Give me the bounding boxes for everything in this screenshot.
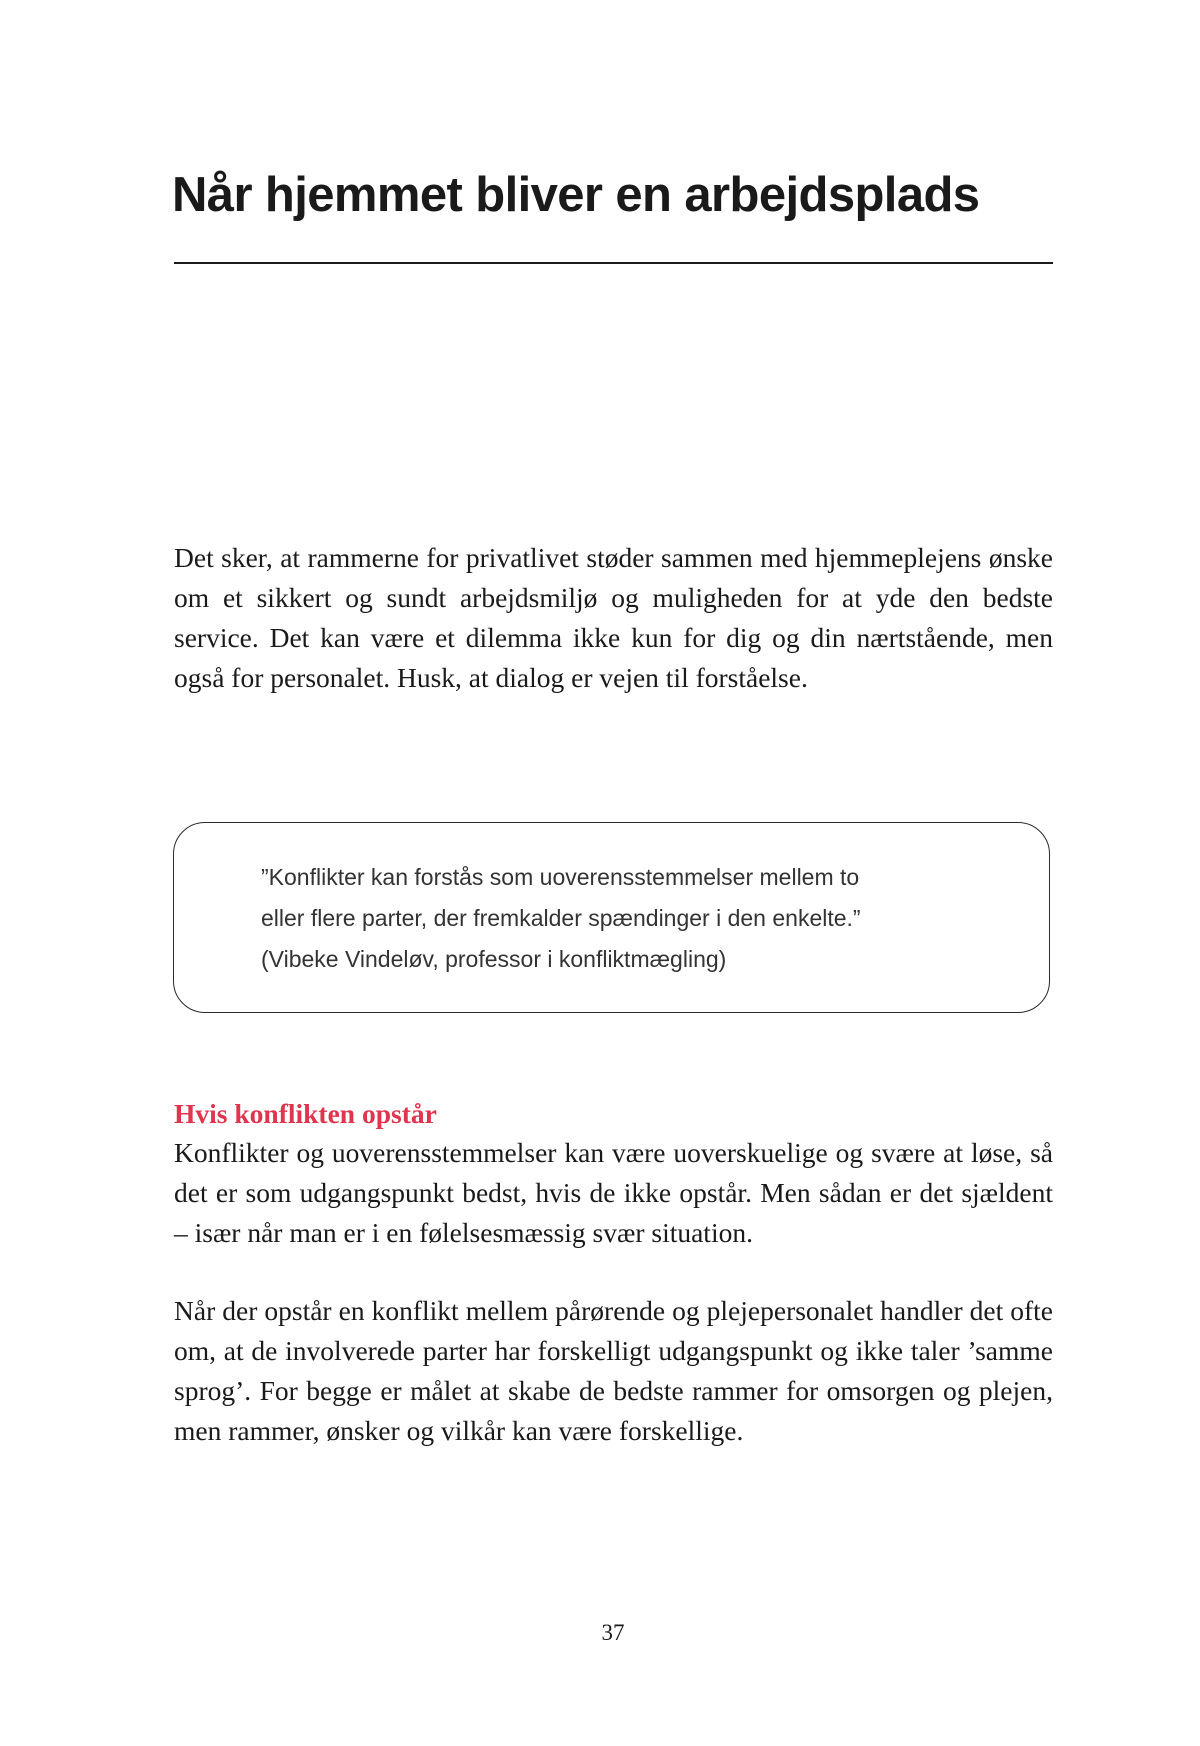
- page-number: 37: [601, 1620, 625, 1645]
- page-title: Når hjemmet bliver en arbejdsplads: [172, 168, 980, 222]
- intro-paragraph: Det sker, at rammerne for privatlivet støder sammen med hjemmeplejens ønske om et sikkert og sundt arbejdsmiljø og muligheden for at yde den bedste service. Det kan være et dilemma ikke kun for dig og din nærtstående, men også for personalet. Husk, at dialog er vejen til forståelse.: [174, 542, 1053, 693]
- section-paragraph-1: Konflikter og uoverensstemmelser kan være uoverskuelige og svære at løse, så det er som udgangspunkt bedst, hvis de ikke opstår. Men sådan er det sjældent – især når man er i en følelsesmæssig svær situation.: [174, 1137, 1053, 1248]
- quote-line-1: ”Konflikter kan forstås som uoverensstemmelser mellem to: [261, 864, 860, 890]
- section-paragraph-2: Når der opstår en konflikt mellem pårørende og plejepersonalet handler det ofte om, at de involverede parter har forskelligt udgangspunkt og ikke taler ’samme sprog’. For begge er målet at skabe de bedste rammer for omsorgen og plejen, men rammer, ønsker og vilkår kan være forskellige.: [174, 1295, 1053, 1446]
- title-divider: [174, 262, 1053, 264]
- quote-line-2: eller flere parter, der fremkalder spændinger i den enkelte.”: [261, 905, 861, 931]
- section-heading: Hvis konflikten opstår: [174, 1098, 437, 1129]
- quote-text: [261, 857, 965, 980]
- quote-attribution: (Vibeke Vindeløv, professor i konfliktmægling): [261, 946, 727, 972]
- quote-box: [173, 822, 1050, 1013]
